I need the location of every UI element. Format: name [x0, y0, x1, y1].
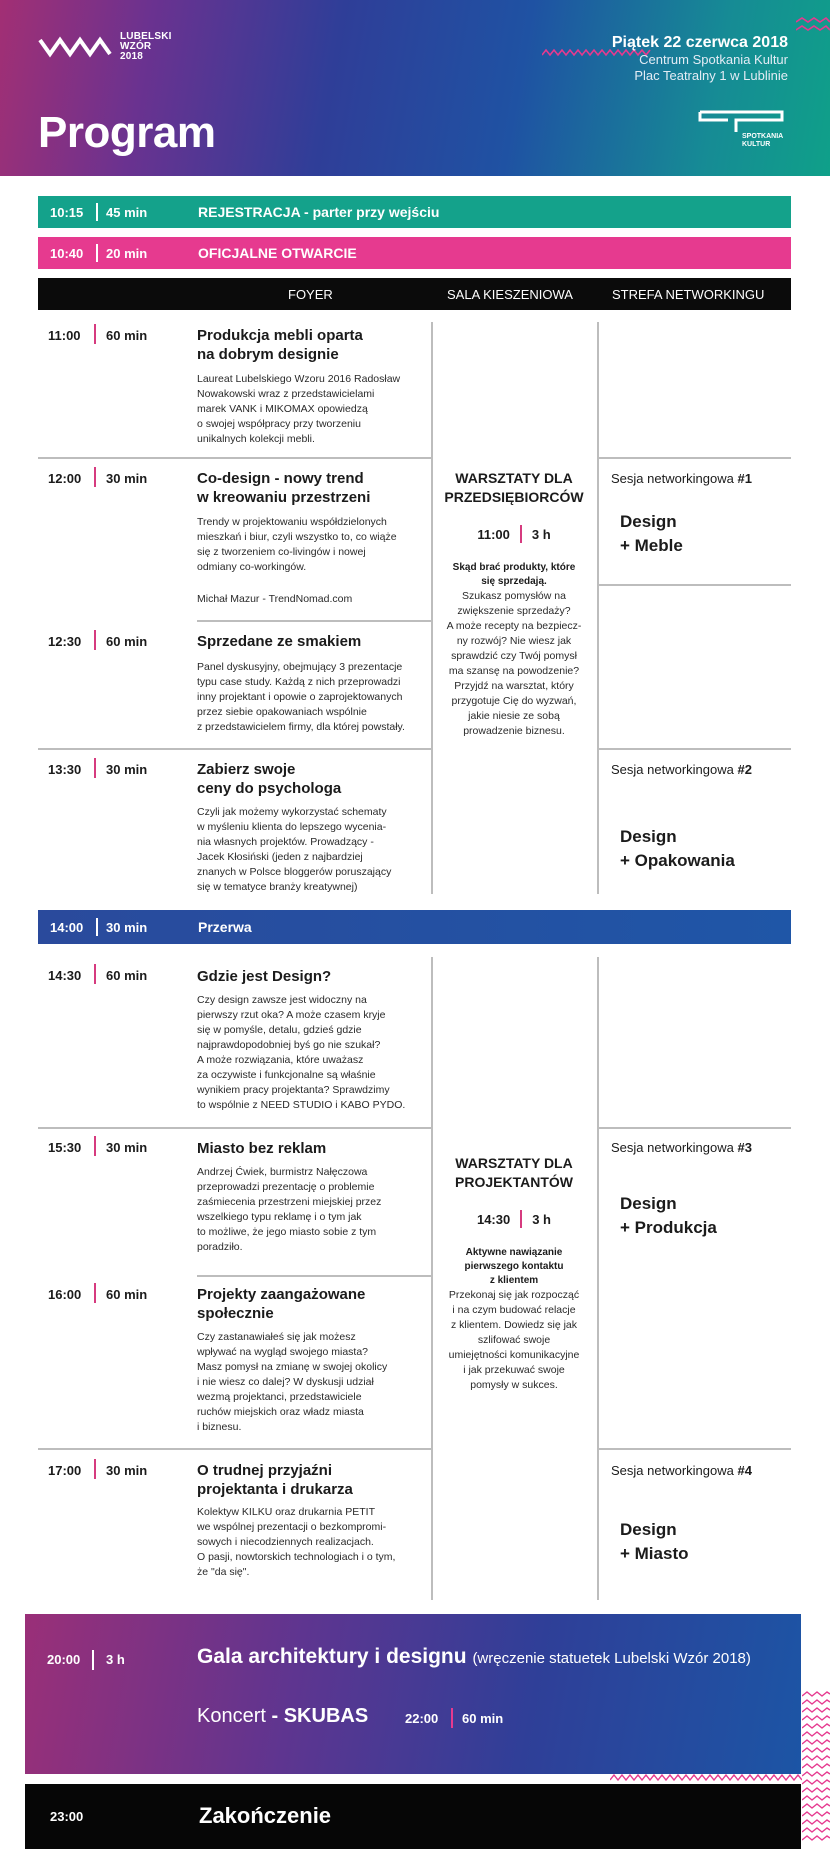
- networking-number: #4: [737, 1463, 752, 1478]
- session-title-line: Produkcja mebli oparta: [197, 327, 363, 344]
- column-sala-kieszeniowa: SALA KIESZENIOWA: [447, 287, 573, 302]
- spotkania-kultur-text: [742, 133, 783, 149]
- time-separator: [94, 324, 96, 344]
- workshop-lead-line: z klientem: [489, 1275, 539, 1286]
- networking-topic: [620, 1518, 689, 1566]
- topic-line: + Meble: [620, 536, 683, 555]
- opening-bar: [38, 237, 791, 269]
- desc-line: Przekonaj się jak rozpocząć: [448, 1289, 580, 1301]
- networking-label-text: Sesja networkingowa: [611, 762, 734, 777]
- page-title: Program: [38, 108, 216, 157]
- desc-line: mieszkań i biur, czyli wszystko to, co wiąże: [197, 531, 397, 543]
- desc-line: się z tworzeniem co-livingów i nowej: [197, 546, 366, 558]
- concert-time: 22:00: [405, 1711, 439, 1726]
- row-divider: [598, 457, 791, 459]
- time-separator: [520, 1210, 522, 1228]
- break-bar: [38, 910, 791, 944]
- gala-duration: 3 h: [106, 1652, 125, 1667]
- workshop-time-row: [440, 1210, 588, 1228]
- workshop-entrepreneurs: [440, 469, 588, 739]
- row-divider: [38, 1127, 432, 1129]
- networking-label-text: Sesja networkingowa: [611, 471, 734, 486]
- session-author: Michał Mazur - TrendNomad.com: [197, 593, 353, 605]
- session-title-line: O trudnej przyjaźni: [197, 1462, 333, 1479]
- networking-session-label: [611, 1140, 752, 1155]
- registration-bar: [38, 196, 791, 228]
- desc-line: Panel dyskusyjny, obejmujący 3 prezentacje: [197, 661, 403, 673]
- session-title: [197, 326, 412, 364]
- desc-line: i na czym budować relacje: [452, 1304, 576, 1316]
- session-time: 15:30: [48, 1140, 82, 1155]
- concert-duration: 60 min: [462, 1711, 504, 1726]
- session-description: [197, 805, 417, 895]
- desc-line: Masz pomysł na zmianę w swojej okolicy: [197, 1361, 388, 1373]
- desc-line: Jacek Kłosiński (jeden z najbardziej: [197, 851, 363, 863]
- session-title-line: Zabierz swoje: [197, 761, 296, 778]
- spotkania-kultur-logo-icon: [698, 108, 788, 134]
- desc-line: znanych w Polsce bloggerów poruszający: [197, 866, 392, 878]
- workshop-time-row: [440, 525, 588, 543]
- workshop-duration: 3 h: [532, 1211, 552, 1227]
- desc-line: sowych i niecodziennych realizacjach.: [197, 1536, 374, 1548]
- partner-logo-line-2: KULTUR: [742, 141, 771, 148]
- desc-line: Nowakowski wraz z przedstawicielami: [197, 388, 375, 400]
- venue-address: Plac Teatralny 1 w Lublinie: [634, 68, 788, 83]
- session-time: 17:00: [48, 1463, 82, 1478]
- time-separator: [94, 467, 96, 487]
- session-title: [197, 760, 412, 798]
- desc-line: że "da się".: [197, 1566, 250, 1578]
- session-title-line: Sprzedane ze smakiem: [197, 633, 362, 650]
- session-time: 16:00: [48, 1287, 82, 1302]
- session-title-line: na dobrym designie: [197, 346, 339, 363]
- desc-line: przeprowadzi prezentację o problemie: [197, 1181, 375, 1193]
- desc-line: prowadzenie biznesu.: [463, 725, 565, 737]
- separator: [96, 203, 98, 221]
- separator: [96, 918, 98, 936]
- workshop-time: 11:00: [477, 526, 510, 542]
- column-foyer: FOYER: [288, 287, 333, 302]
- row-divider: [197, 620, 432, 622]
- separator: [92, 1650, 94, 1670]
- networking-session-label: [611, 762, 752, 777]
- session-duration: 30 min: [106, 1140, 148, 1155]
- desc-line: zwiększenie sprzedaży?: [457, 605, 571, 617]
- opening-time: 10:40: [50, 245, 84, 261]
- session-duration: 60 min: [106, 968, 148, 983]
- gala-time: 20:00: [47, 1652, 81, 1667]
- networking-topic: [620, 510, 683, 558]
- row-divider: [598, 1448, 791, 1450]
- networking-number: #3: [737, 1140, 752, 1155]
- break-time: 14:00: [50, 919, 84, 935]
- desc-line: marek VANK i MIKOMAX opowiedzą: [197, 403, 368, 415]
- column-strefa-networkingu: STREFA NETWORKINGU: [612, 287, 765, 302]
- ending-time: 23:00: [50, 1809, 84, 1824]
- desc-line: Czyli jak możemy wykorzystać schematy: [197, 806, 387, 818]
- logo-line-3: 2018: [120, 51, 144, 62]
- session-duration: 60 min: [106, 328, 148, 343]
- workshop-lead: [440, 561, 588, 589]
- logo-line-1: LUBELSKI: [120, 31, 172, 42]
- desc-line: ruchów miejskich oraz władz miasta: [197, 1406, 364, 1418]
- networking-number: #1: [737, 471, 752, 486]
- ending-block: [25, 1784, 801, 1849]
- topic-line: Design: [620, 1520, 677, 1539]
- desc-line: Czy zastanawiałeś się jak możesz: [197, 1331, 356, 1343]
- time-separator: [94, 1283, 96, 1303]
- desc-line: to wspólnie z NEED STUDIO i KABO PYDO.: [197, 1099, 406, 1111]
- row-divider: [38, 1448, 432, 1450]
- session-title-line: społecznie: [197, 1305, 274, 1322]
- desc-line: Trendy w projektowaniu współdzielonych: [197, 516, 387, 528]
- column-headers: [38, 278, 791, 310]
- zigzag-strip-icon: [610, 1772, 802, 1784]
- networking-label-text: Sesja networkingowa: [611, 1140, 734, 1155]
- opening-label: OFICJALNE OTWARCIE: [198, 245, 357, 261]
- topic-line: + Miasto: [620, 1544, 689, 1563]
- break-duration: 30 min: [106, 919, 148, 935]
- column-divider: [597, 322, 599, 894]
- event-date: Piątek 22 czerwca 2018: [611, 34, 788, 51]
- networking-topic: [620, 825, 735, 873]
- desc-line: Szukasz pomysłów na: [462, 590, 566, 602]
- time-separator: [94, 1459, 96, 1479]
- desc-line: z przedstawicielem firmy, dla której powstały.: [197, 721, 405, 733]
- session-title: [197, 1139, 412, 1158]
- desc-line: inny projektant i opowie o zaprojektowanych: [197, 691, 403, 703]
- registration-duration: 45 min: [106, 204, 148, 220]
- desc-line: unikalnych kolekcji mebli.: [197, 433, 315, 445]
- session-description: [197, 1330, 417, 1435]
- workshop-lead-line: Aktywne nawiązanie: [465, 1247, 563, 1258]
- desc-line: Czy design zawsze jest widoczny na: [197, 994, 367, 1006]
- session-title: [197, 1461, 412, 1499]
- ending-label: Zakończenie: [199, 1803, 332, 1828]
- workshop-lead: [440, 1246, 588, 1288]
- topic-line: Design: [620, 827, 677, 846]
- session-time: 12:30: [48, 634, 82, 649]
- desc-line: ny rozwój? Nie wiesz jak: [456, 635, 572, 647]
- workshop-lead-line: się sprzedają.: [481, 576, 547, 587]
- desc-line: i nie wiesz co dalej? W dyskusji udział: [197, 1376, 374, 1388]
- desc-line: wynikiem pracy projektanta? Sprawdzimy: [197, 1084, 390, 1096]
- desc-line: pomysły w sukces.: [470, 1379, 558, 1391]
- desc-line: się w pomyśle, detalu, gdzieś gdzie: [197, 1024, 362, 1036]
- desc-line: zaśmiecenia przestrzeni miejskiej przez: [197, 1196, 382, 1208]
- workshop-lead-line: Skąd brać produkty, które: [452, 562, 576, 573]
- desc-line: O pasji, nowtorskich technologiach i o tym,: [197, 1551, 396, 1563]
- row-divider: [38, 748, 432, 750]
- concert-title: [197, 1705, 368, 1728]
- session-description: [197, 1165, 417, 1255]
- networking-label-text: Sesja networkingowa: [611, 1463, 734, 1478]
- desc-line: Laureat Lubelskiego Wzoru 2016 Radosław: [197, 373, 401, 385]
- desc-line: Przyjdź na warsztat, który: [454, 680, 574, 692]
- workshop-time: 14:30: [476, 1211, 511, 1227]
- session-description: [197, 515, 417, 575]
- column-divider: [431, 322, 433, 894]
- registration-label: REJESTRACJA - parter przy wejściu: [198, 204, 440, 220]
- session-title: [197, 469, 412, 507]
- topic-line: + Produkcja: [620, 1218, 717, 1237]
- column-divider: [597, 957, 599, 1600]
- workshop-title-line: WARSZTATY DLA: [455, 1155, 573, 1171]
- time-separator: [94, 964, 96, 984]
- concert-name: SKUBAS: [283, 1705, 369, 1727]
- break-label: Przerwa: [198, 919, 252, 935]
- venue-name: Centrum Spotkania Kultur: [639, 52, 788, 67]
- session-description: [197, 993, 417, 1113]
- desc-line: i biznesu.: [197, 1421, 242, 1433]
- networking-topic: [620, 1192, 717, 1240]
- topic-line: + Opakowania: [620, 851, 735, 870]
- session-title-line: Co-design - nowy trend: [197, 470, 364, 487]
- wave-logo-icon: [38, 36, 114, 58]
- session-time: 13:30: [48, 762, 82, 777]
- desc-line: A może recepty na bezpiecz-: [446, 620, 582, 632]
- desc-line: za oczywiste i funkcjonalne są właśnie: [197, 1069, 376, 1081]
- desc-line: się w tematyce branży kreatywnej): [197, 881, 358, 893]
- desc-line: najprawdopodobniej byś go nie szukał?: [197, 1039, 381, 1051]
- workshop-title-line: WARSZTATY DLA: [455, 470, 573, 486]
- session-title: [197, 967, 412, 986]
- partner-logo-line-1: SPOTKANIA: [742, 133, 784, 140]
- desc-line: wszelkiego typu reklamę i o tym jak: [197, 1211, 362, 1223]
- networking-number: #2: [737, 762, 752, 777]
- desc-line: we wspólnej prezentacji o bezkompromi-: [197, 1521, 387, 1533]
- zigzag-corner-icon: [796, 16, 830, 56]
- desc-line: w myśleniu klienta do lepszego wycenia-: [197, 821, 387, 833]
- time-separator: [94, 1136, 96, 1156]
- column-divider: [431, 957, 433, 1600]
- header-banner: [0, 0, 830, 176]
- lubelski-wzor-logo: [38, 32, 172, 62]
- session-description: [197, 1505, 417, 1580]
- row-divider: [38, 457, 432, 459]
- desc-line: wpływać na wygląd swojego miasta?: [197, 1346, 368, 1358]
- workshop-designers: [440, 1154, 588, 1393]
- logo-line-2: WZÓR: [120, 41, 152, 52]
- desc-line: sprawdzić czy Twój pomysł: [451, 650, 577, 662]
- time-separator: [520, 525, 522, 543]
- desc-line: szlifować swoje: [477, 1334, 551, 1346]
- workshop-description: [440, 1288, 588, 1393]
- session-title-line: ceny do psychologa: [197, 780, 342, 797]
- desc-line: Kolektyw KILKU oraz drukarnia PETIT: [197, 1506, 375, 1518]
- row-divider: [197, 1275, 432, 1277]
- session-title-line: Gdzie jest Design?: [197, 968, 332, 985]
- session-title-line: w kreowaniu przestrzeni: [197, 489, 371, 506]
- desc-line: pierwszy rzut oka? A może czasem kryje: [197, 1009, 386, 1021]
- desc-line: przygotuje Cię do wyzwań,: [451, 695, 577, 707]
- session-description: [197, 372, 417, 447]
- gala-subtitle: (wręczenie statuetek Lubelski Wzór 2018): [472, 1650, 751, 1667]
- desc-line: o swojej współpracy przy tworzeniu: [197, 418, 361, 430]
- desc-line: typu case study. Każdą z nich przeprowadzi: [197, 676, 401, 688]
- registration-time: 10:15: [50, 204, 84, 220]
- workshop-title: [440, 1154, 588, 1192]
- session-duration: 60 min: [106, 634, 148, 649]
- session-duration: 60 min: [106, 1287, 148, 1302]
- desc-line: wezmą projektanci, przedstawiciele: [197, 1391, 362, 1403]
- row-divider: [598, 584, 791, 586]
- workshop-lead-line: pierwszego kontaktu: [464, 1261, 564, 1272]
- session-duration: 30 min: [106, 471, 148, 486]
- logo-text: [120, 32, 172, 62]
- desc-line: i jak przekuwać swoje: [463, 1364, 565, 1376]
- zigzag-pattern-icon: [802, 1690, 830, 1849]
- desc-line: odmiany co-workingów.: [197, 561, 307, 573]
- workshop-title-line: PRZEDSIĘBIORCÓW: [444, 489, 584, 505]
- desc-line: jakie niesie ze sobą: [468, 710, 560, 722]
- gala-title-text: Gala architektury i designu: [197, 1645, 467, 1668]
- concert-dash: -: [265, 1705, 284, 1727]
- desc-line: umiejętności komunikacyjne: [448, 1349, 580, 1361]
- session-time: 14:30: [48, 968, 82, 983]
- session-time: 11:00: [48, 328, 81, 343]
- event-info: [612, 34, 788, 84]
- session-duration: 30 min: [106, 1463, 148, 1478]
- row-divider: [598, 1127, 791, 1129]
- desc-line: to możliwe, że jego miasto sobie z tym: [197, 1226, 377, 1238]
- concert-label: Koncert: [197, 1705, 266, 1727]
- session-title: [197, 632, 412, 651]
- desc-line: przez siebie opakowaniach wspólnie: [197, 706, 367, 718]
- session-time: 12:00: [48, 471, 82, 486]
- workshop-description: [440, 589, 588, 739]
- session-description: [197, 660, 417, 735]
- topic-line: Design: [620, 512, 677, 531]
- desc-line: ma szansę na powodzenie?: [448, 665, 580, 677]
- row-divider: [598, 748, 791, 750]
- desc-line: poradziło.: [197, 1241, 243, 1253]
- opening-duration: 20 min: [106, 245, 148, 261]
- session-title: [197, 1285, 412, 1323]
- time-separator: [94, 630, 96, 650]
- networking-session-label: [611, 471, 752, 486]
- desc-line: nia własnych projektów. Prowadzący -: [197, 836, 374, 848]
- workshop-duration: 3 h: [531, 526, 551, 542]
- session-title-line: projektanta i drukarza: [197, 1481, 353, 1498]
- separator: [451, 1708, 453, 1728]
- session-duration: 30 min: [106, 762, 148, 777]
- workshop-title: [440, 469, 588, 507]
- networking-session-label: [611, 1463, 752, 1478]
- desc-line: A może rozwiązania, które uważasz: [197, 1054, 364, 1066]
- desc-line: z klientem. Dowiedz się jak: [450, 1319, 578, 1331]
- session-title-line: Miasto bez reklam: [197, 1140, 327, 1157]
- separator: [96, 244, 98, 262]
- gala-title: [197, 1645, 751, 1669]
- topic-line: Design: [620, 1194, 677, 1213]
- workshop-title-line: PROJEKTANTÓW: [455, 1174, 573, 1190]
- session-title-line: Projekty zaangażowane: [197, 1286, 366, 1303]
- gala-block: [25, 1614, 801, 1774]
- time-separator: [94, 758, 96, 778]
- desc-line: Andrzej Ćwiek, burmistrz Nałęczowa: [197, 1166, 368, 1178]
